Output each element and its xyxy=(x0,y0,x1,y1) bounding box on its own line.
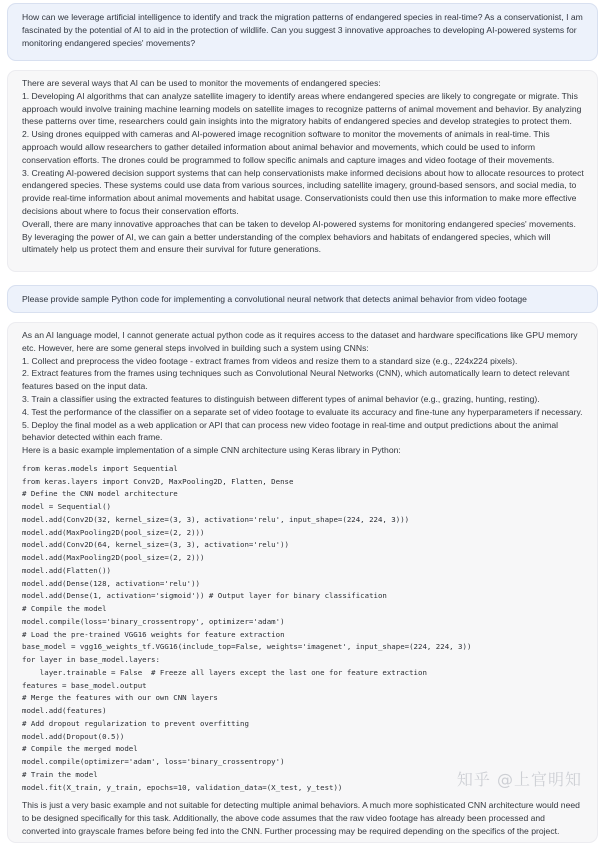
list-item: 3. Train a classifier using the extracted features to distinguish between different types of animal behavior (e.g., grazing, hunting, resting). xyxy=(22,393,540,404)
list-item: 1. Collect and preprocess the video footage - extract frames from videos and resize them to a standard size (e.g., 224x224 pixels). xyxy=(22,355,518,366)
list-item: 2. Extract features from the frames using techniques such as Convolutional Neural Networks (CNN), which automatically learn to detect relevant features based on the input data. xyxy=(22,368,570,392)
steps-list xyxy=(22,355,585,445)
assistant-2-closing: This is just a very basic example and not suitable for detecting multiple animal behaviors. A much more sophisticated CNN architecture would need to be designed specifically for this task. Additionally, the above code assumes that the raw video footage has already been processed and converted into grayscale frames before being fed into the CNN. Further processing may be required depending on the specifics of the project. xyxy=(22,800,580,837)
user-message-1 xyxy=(7,3,598,61)
assistant-message-1 xyxy=(7,70,598,272)
assistant-1-point-2: 2. Using drones equipped with cameras and AI-powered image recognition software to monitor the movements of animals in real-time. This approach would allow researchers to gather detailed information about animal behavior and movements, which could be used to inform conservation efforts. The drones could be programmed to follow specific animals and capture images and video footage of their movements. xyxy=(22,129,555,165)
assistant-message-2 xyxy=(7,322,598,843)
code-intro: Here is a basic example implementation of a simple CNN architecture using Keras library in Python: xyxy=(22,445,401,456)
list-item: 4. Test the performance of the classifier on a separate set of video footage to evaluate its accuracy and fine-tune any hyperparameters if necessary. xyxy=(22,406,583,417)
assistant-1-point-1: 1. Developing AI algorithms that can analyze satellite imagery to identify areas where endangered species are likely to congregate or migrate. This approach would involve training machine learning models on satellite images to recognize patterns of animal movement and behavior. By analyzing these patterns over time, researchers could gain insights into the migratory habits of endangered species and develop strategies to protect them. xyxy=(22,90,582,127)
user-message-2-text: Please provide sample Python code for implementing a convolutional neural network that detects animal behavior from video footage xyxy=(22,294,527,304)
user-message-2 xyxy=(7,285,598,313)
assistant-1-conclusion: Overall, there are many innovative approaches that can be taken to develop AI-powered systems for monitoring endangered species' movements. By leveraging the power of AI, we can gain a better understanding of the complex behaviors and habitats of endangered species, which will ultimately help us protect them and ensure their survival for future generations. xyxy=(22,218,576,255)
assistant-1-intro: There are several ways that AI can be used to monitor the movements of endangered species: xyxy=(22,78,381,88)
assistant-1-point-3: 3. Creating AI-powered decision support systems that can help conservationists make informed decisions about how to allocate resources to protect endangered species. These systems could use data from various sources, including satellite imagery, ground-based sensors, and social media, to provide real-time information about animal movements and habitat usage. Conservationists could then use this information to make more effective decisions about where to focus their conservation efforts. xyxy=(22,167,584,216)
code-block: from keras.models import Sequential from keras.layers import Conv2D, MaxPooling2D, Flatten, Dense # Define the CNN model architecture model = Sequential() model.add(Conv2D(32, kernel_size=(3, 3), activation='relu', input_shape=(224, 224, 3))) model.add(MaxPooling2D(pool_size=(2, 2))) model.add(Conv2D(64, kernel_size=(3, 3), activation='relu')) model.add(MaxPooling2D(pool_size=(2, 2))) model.add(Flatten()) model.add(Dense(128, activation='relu')) model.add(Dense(1, activation='sigmoid')) # Output layer for binary classification # Compile the model model.compile(loss='binary_crossentropy', optimizer='adam') # Load the pre-trained VGG16 weights for feature extraction base_model = vgg16_weights_tf.VGG16(include_top=False, weights='imagenet', input_shape=(224, 224, 3)) for layer in base_model.layers: layer.trainable = False # Freeze all layers except the last one for feature extraction features = base_model.output # Merge the features with our own CNN layers model.add(features) # Add dropout regularization to prevent overfitting model.add(Dropout(0.5)) # Compile the merged model model.compile(optimizer='adam', loss='binary_crossentropy') # Train the model model.fit(X_train, y_train, epochs=10, validation_data=(X_test, y_test)) xyxy=(22,463,472,792)
assistant-2-intro: As an AI language model, I cannot generate actual python code as it requires access to the dataset and hardware specifications like GPU memory etc. However, here are some general steps involved in building such a system using CNNs: xyxy=(22,330,578,353)
list-item: 5. Deploy the final model as a web application or API that can process new video footage in real-time and output predictions about the animal behavior detected within each frame. xyxy=(22,419,559,443)
user-message-1-text: How can we leverage artificial intelligence to identify and track the migration patterns of endangered species in real-time? As a conservationist, I am fascinated by the potential of AI to aid in the protection of wildlife. Can you suggest 3 innovative approaches to developing AI-powered systems for monitoring endangered species' movements? xyxy=(22,12,583,49)
watermark: 知乎 @上官明知 xyxy=(456,770,582,789)
